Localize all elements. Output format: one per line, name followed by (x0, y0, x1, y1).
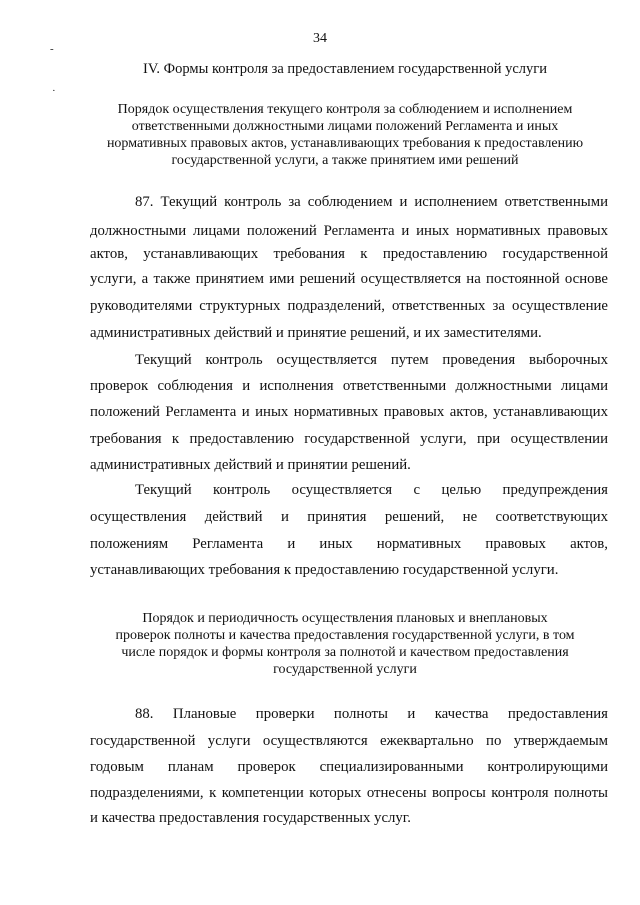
section-heading-line: государственной услуги, а также принятием ими решений (171, 153, 519, 168)
scan-mark: - (50, 43, 54, 55)
paragraph-line: административных действий и принятие решений, и их заместителями. (90, 325, 542, 341)
paragraph-line: административных действий и принятии решений. (90, 457, 411, 473)
paragraph-line: Текущий контроль осуществляется с целью предупреждения (135, 482, 608, 498)
paragraph-line: Текущий контроль осуществляется путем проведения выборочных (135, 352, 608, 368)
section-heading (60, 101, 630, 169)
paragraph-line: актов, устанавливающих требования к предоставлению государственной (90, 246, 608, 262)
paragraph-line: должностными лицами положений Регламента и иных нормативных правовых (90, 223, 608, 239)
section-heading-line: Порядок и периодичность осуществления плановых и внеплановых (142, 611, 548, 626)
section-heading-line: проверок полноты и качества предоставления государственной услуги, в том (115, 628, 575, 643)
section-heading-line: Порядок осуществления текущего контроля за соблюдением и исполнением (117, 102, 573, 117)
paragraph-line: 88. Плановые проверки полноты и качества предоставления (135, 706, 608, 722)
paragraph-line: и качества предоставления государственных услуг. (90, 810, 411, 826)
paragraph-line: 87. Текущий контроль за соблюдением и исполнением ответственными (135, 194, 608, 210)
paragraph-line: руководителями структурных подразделений, ответственных за осуществление (90, 298, 608, 314)
chapter-title: IV. Формы контроля за предоставлением государственной услуги (143, 61, 547, 77)
paragraph-line: годовым планам проверок специализированными контролирующими (90, 759, 608, 775)
paragraph-line: услуги, а также принятием ими решений осуществляется на постоянной основе (90, 271, 608, 287)
section-heading-line: ответственными должностными лицами положений Регламента и иных (131, 119, 559, 134)
paragraph-line: проверок соблюдения и исполнения ответственными должностными лицами (90, 378, 608, 394)
paragraph-line: требования к предоставлению государственной услуги, при осуществлении (90, 431, 608, 447)
page-number: 34 (313, 31, 327, 46)
paragraph-line: положений Регламента и иных нормативных правовых актов, устанавливающих (90, 404, 608, 420)
paragraph-line: подразделениями, к компетенции которых отнесены вопросы контроля полноты (90, 785, 608, 801)
section-heading-line: нормативных правовых актов, устанавливающих требования к предоставлению (106, 136, 584, 151)
section-heading-line: государственной услуги (273, 662, 417, 677)
section-heading-line: числе порядок и формы контроля за полнотой и качеством предоставления (121, 645, 569, 660)
scan-mark: · (52, 85, 56, 97)
section-heading (60, 610, 630, 678)
paragraph-line: осуществления действий и принятия решений, не соответствующих (90, 509, 608, 525)
paragraph-line: устанавливающих требования к предоставлению государственной услуги. (90, 562, 559, 578)
paragraph-line: государственной услуги осуществляются ежеквартально по утверждаемым (90, 733, 608, 749)
paragraph-line: положениям Регламента и иных нормативных правовых актов, (90, 536, 608, 552)
